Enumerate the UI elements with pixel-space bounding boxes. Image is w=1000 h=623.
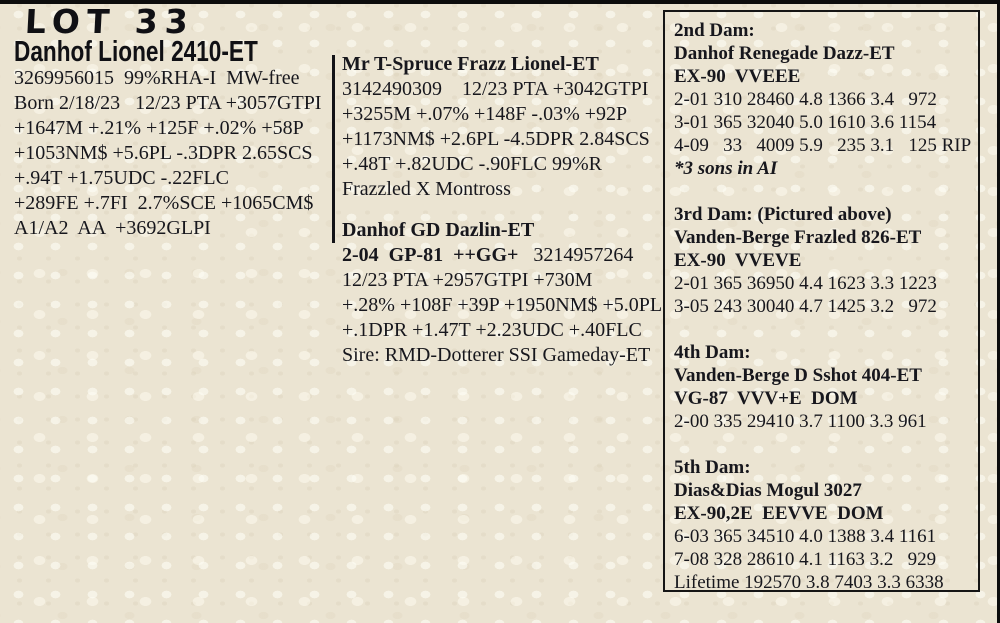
animal-name: Danhof Lionel 2410-ET — [14, 36, 258, 68]
sire-stat-line: +3255M +.07% +148F -.03% +92P — [342, 103, 628, 125]
dam-section-score: EX-90 VVEVE — [674, 250, 802, 271]
dam-stat-line: +.1DPR +1.47T +2.23UDC +.40FLC — [342, 319, 642, 341]
lactation-record: 2-00 335 29410 3.7 1100 3.3 961 — [674, 411, 927, 432]
dam-section-name: Danhof Renegade Dazz-ET — [674, 43, 895, 64]
dam-sire-line: Sire: RMD-Dotterer SSI Gameday-ET — [342, 344, 651, 366]
stat-line: A1/A2 AA +3692GLPI — [14, 217, 211, 239]
dam-section-3rd — [674, 203, 969, 318]
sire-name: Mr T-Spruce Frazz Lionel-ET — [342, 53, 599, 75]
dam-stat-line: 12/23 PTA +2957GTPI +730M — [342, 269, 593, 291]
dam-section-score: VG-87 VVV+E DOM — [674, 388, 858, 409]
dam-section-name: Vanden-Berge Frazled 826-ET — [674, 227, 922, 248]
dam-section-heading: 4th Dam: — [674, 342, 751, 363]
lactation-record: 3-01 365 32040 5.0 1610 3.6 1154 — [674, 112, 937, 133]
stat-line: +289FE +.7FI 2.7%SCE +1065CM$ — [14, 192, 314, 214]
dam-section-heading: 5th Dam: — [674, 457, 751, 478]
lactation-record: 3-05 243 30040 4.7 1425 3.2 972 — [674, 296, 937, 317]
dam-section-5th — [674, 456, 969, 594]
lactation-record: 2-01 310 28460 4.8 1366 3.4 972 — [674, 89, 937, 110]
sire-block — [342, 52, 662, 202]
animal-stats — [14, 66, 344, 241]
lactation-record: 2-01 365 36950 4.4 1623 3.3 1223 — [674, 273, 937, 294]
stat-line: +.94T +1.75UDC -.22FLC — [14, 167, 229, 189]
stat-line: +1647M +.21% +125F +.02% +58P — [14, 117, 304, 139]
dam-section-2nd — [674, 19, 972, 180]
stat-line: Born 2/18/23 12/23 PTA +3057GTPI — [14, 92, 322, 114]
lactation-record: 4-09 33 4009 5.9 235 3.1 125 RIP — [674, 135, 972, 156]
dam-section-heading: 2nd Dam: — [674, 20, 755, 41]
sire-stat-line: 3142490309 12/23 PTA +3042GTPI — [342, 78, 649, 100]
lactation-record: Lifetime 192570 3.8 7403 3.3 6338 — [674, 572, 944, 593]
sire-stat-line: +.48T +.82UDC -.90FLC 99%R — [342, 153, 602, 175]
dam-section-name: Vanden-Berge D Sshot 404-ET — [674, 365, 922, 386]
lot-number: LOT 33 — [23, 2, 196, 41]
dam-stat-line: +.28% +108F +39P +1950NM$ +5.0PL — [342, 294, 663, 316]
dam-score: 2-04 GP-81 ++GG+ — [342, 244, 519, 266]
lactation-record: 6-03 365 34510 4.0 1388 3.4 1161 — [674, 526, 937, 547]
dam-name: Danhof GD Dazlin-ET — [342, 219, 535, 241]
dam-section-score: EX-90 VVEEE — [674, 66, 801, 87]
sire-stat-line: +1173NM$ +2.6PL -4.5DPR 2.84SCS — [342, 128, 650, 150]
dam-block — [342, 218, 672, 368]
dam-score-line — [342, 243, 672, 268]
dam-section-4th — [674, 341, 969, 433]
dam-section-note: *3 sons in AI — [674, 158, 778, 179]
dam-registration: 3214957264 — [533, 244, 634, 266]
dam-section-score: EX-90,2E EEVVE DOM — [674, 503, 884, 524]
maternal-line-box — [663, 10, 980, 592]
dam-section-name: Dias&Dias Mogul 3027 — [674, 480, 862, 501]
dam-section-heading: 3rd Dam: (Pictured above) — [674, 204, 892, 225]
stat-line: +1053NM$ +5.6PL -.3DPR 2.65SCS — [14, 142, 313, 164]
stat-line: 3269956015 99%RHA-I MW-free — [14, 67, 300, 89]
sire-cross: Frazzled X Montross — [342, 178, 511, 200]
pedigree-divider-line — [332, 55, 335, 243]
lactation-record: 7-08 328 28610 4.1 1163 3.2 929 — [674, 549, 937, 570]
